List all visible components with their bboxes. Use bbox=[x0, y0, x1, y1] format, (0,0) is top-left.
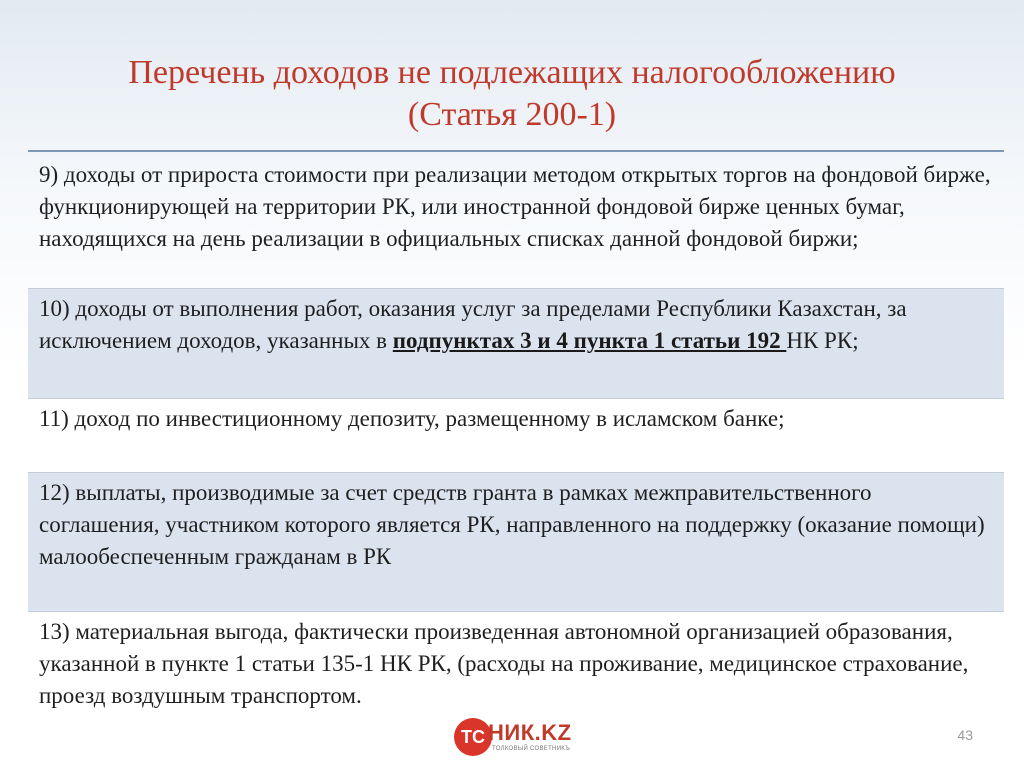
slide-title-line-2: (Статья 200-1) bbox=[407, 96, 617, 133]
logo-mark-text: TC bbox=[461, 727, 485, 747]
tcnik-logo bbox=[454, 715, 574, 765]
slide-title bbox=[0, 52, 1024, 136]
table-row bbox=[28, 289, 1004, 399]
row-text: 9) доходы от прироста стоимости при реализации методом открытых торгов на фондовой бирже, функционирующей на территории РК, или иностранной фондовой бирже ценных бумаг, находящихся на день реализации в официальных списках данной фондовой биржи; bbox=[39, 162, 991, 251]
row-text: 13) материальная выгода, фактически произведенная автономной организацией образования, указанной в пункте 1 статьи 135-1 НК РК, (расходы на проживание, медицинское страхование, проезд воздушным транспортом. bbox=[39, 619, 969, 708]
row-text: 11) доход по инвестиционному депозиту, размещенному в исламском банке; bbox=[39, 406, 785, 431]
slide-title-line-1: Перечень доходов не подлежащих налогообложению bbox=[128, 54, 896, 91]
table-row bbox=[28, 473, 1004, 612]
row-text: 10) доходы от выполнения работ, оказания услуг за пределами Республики Казахстан, за исключением доходов, указанных в bbox=[39, 296, 907, 353]
page-number: 43 bbox=[957, 727, 973, 743]
logo-name: НИК.KZ bbox=[488, 720, 572, 745]
article-192-link[interactable]: подпунктах 3 и 4 пункта 1 статьи 192 bbox=[392, 328, 787, 353]
row-text: 12) выплаты, производимые за счет средств гранта в рамках межправительственного соглашения, участником которого является РК, направленного на поддержку (оказание помощи) малообеспеченным гражданам в РК bbox=[39, 480, 985, 569]
income-table bbox=[28, 150, 1004, 748]
table-row bbox=[28, 152, 1004, 289]
logo-tagline: ТОЛКОВЫЙ СОВЕТНИКЪ bbox=[492, 746, 571, 752]
row-text: НК РК; bbox=[786, 328, 859, 353]
table-row bbox=[28, 399, 1004, 473]
